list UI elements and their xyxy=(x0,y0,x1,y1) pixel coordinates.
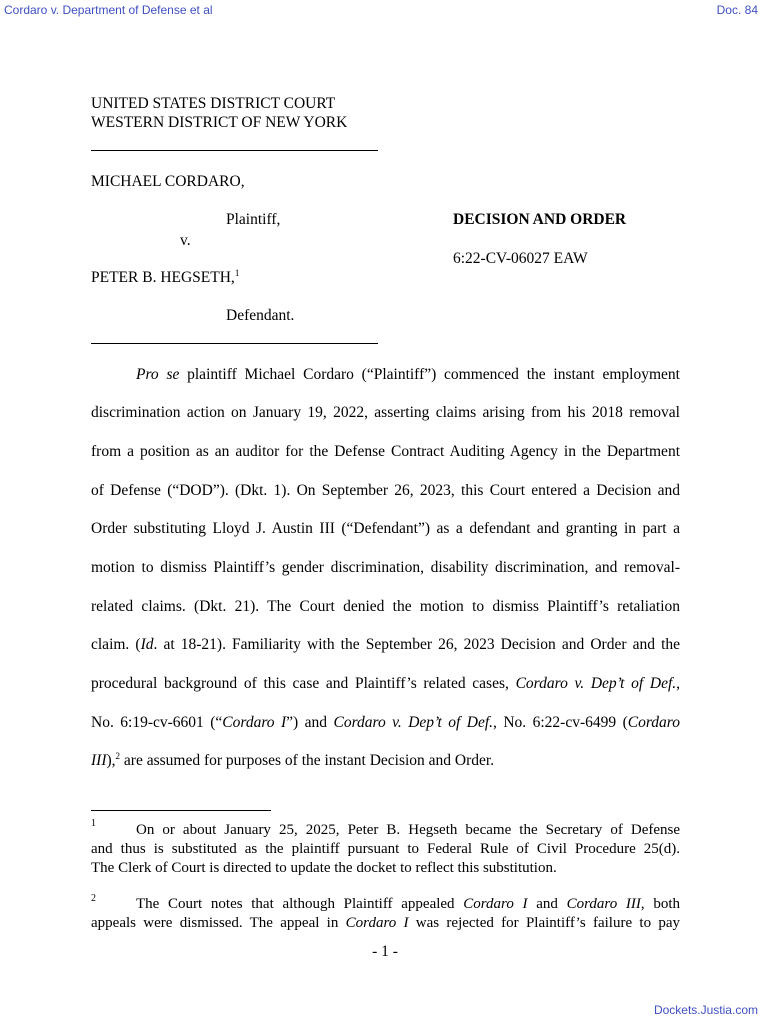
body-line-2: discrimination action on January 19, 2022, asserting claims arising from his 2018 removal xyxy=(91,404,680,421)
body-text: ), xyxy=(106,752,116,769)
footnote-text: appeals were dismissed. The appeal in xyxy=(91,915,346,931)
source-site-link[interactable]: Dockets.Justia.com xyxy=(653,1003,758,1017)
case-citation: Cordaro I xyxy=(463,896,528,912)
body-line-11 xyxy=(91,752,680,770)
body-text: ”) and xyxy=(286,714,334,731)
plaintiff-role: Plaintiff, xyxy=(226,211,281,228)
caption-bottom-rule xyxy=(91,343,378,344)
body-text: claim. ( xyxy=(91,636,141,653)
footnote-2-line-1 xyxy=(136,895,680,913)
body-line-7: related claims. (Dkt. 21). The Court denied the motion to dismiss Plaintiff’s retaliation xyxy=(91,598,680,615)
body-line-9 xyxy=(91,675,680,693)
page-number: - 1 - xyxy=(372,943,398,960)
plaintiff-name: MICHAEL CORDARO, xyxy=(91,173,245,190)
body-line-10 xyxy=(91,714,680,732)
defendant-name xyxy=(91,269,239,287)
body-line-3: from a position as an auditor for the Defense Contract Auditing Agency in the Department xyxy=(91,443,680,460)
court-name: UNITED STATES DISTRICT COURT xyxy=(91,95,336,112)
body-text: No. 6:19-cv-6601 (“ xyxy=(91,714,223,731)
caption-top-rule xyxy=(91,150,378,151)
versus: v. xyxy=(180,232,191,249)
decision-title: DECISION AND ORDER xyxy=(453,211,627,228)
footnote-ref-2[interactable]: 2 xyxy=(115,750,121,761)
body-line-1 xyxy=(136,366,680,384)
body-line-5: Order substituting Lloyd J. Austin III (“Defendant”) as a defendant and granting in part a xyxy=(91,520,680,537)
footnote-text: , both xyxy=(640,896,681,912)
footnote-text: and xyxy=(527,896,567,912)
body-line-6: motion to dismiss Plaintiff’s gender discrimination, disability discrimination, and removal- xyxy=(91,559,680,576)
case-citation: Cordaro v. Dep’t of Def. xyxy=(515,675,677,692)
footnote-1-line-2: and thus is substituted as the plaintiff pursuant to Federal Rule of Civil Procedure 25(d). xyxy=(91,841,680,857)
footnote-2-line-2 xyxy=(91,914,680,932)
body-text: . at 18-21). Familiarity with the September 26, 2023 Decision and Order and the xyxy=(153,636,681,653)
footnote-1-line-3: The Clerk of Court is directed to update the docket to reflect this substitution. xyxy=(91,860,557,876)
body-line-8 xyxy=(91,636,680,654)
footnote-text: was rejected for Plaintiff’s failure to pay xyxy=(408,915,681,931)
defendant-role: Defendant. xyxy=(226,307,295,324)
case-title-link[interactable]: Cordaro v. Department of Defense et al xyxy=(4,3,213,17)
docket-number-link[interactable]: Doc. 84 xyxy=(716,3,758,17)
body-line-4: of Defense (“DOD”). (Dkt. 1). On September 26, 2023, this Court entered a Decision and xyxy=(91,482,680,499)
case-citation: Cordaro III xyxy=(566,896,641,912)
body-text: , No. 6:22-cv-6499 ( xyxy=(493,714,628,731)
body-text: are assumed for purposes of the instant Decision and Order. xyxy=(120,752,495,769)
footnote-1-mark: 1 xyxy=(91,818,96,829)
case-citation: Cordaro I xyxy=(345,915,409,931)
case-citation: III xyxy=(91,752,107,769)
citation-italic: Id xyxy=(140,636,154,653)
case-citation: Cordaro v. Dep’t of Def. xyxy=(333,714,494,731)
body-text: plaintiff Michael Cordaro (“Plaintiff”) commenced the instant employment xyxy=(179,366,680,383)
footnote-1-line-1: On or about January 25, 2025, Peter B. Hegseth became the Secretary of Defense xyxy=(136,822,680,838)
case-citation: Cordaro I xyxy=(222,714,287,731)
latin-term: Pro se xyxy=(136,366,180,383)
body-text: procedural background of this case and Plaintiff’s related cases, xyxy=(91,675,516,692)
footnote-text: The Court notes that although Plaintiff appealed xyxy=(136,896,464,912)
footnote-ref-1[interactable]: 1 xyxy=(234,267,240,278)
footnote-2-mark: 2 xyxy=(91,893,96,904)
body-text: , xyxy=(676,675,681,692)
case-citation: Cordaro xyxy=(627,714,681,731)
case-number: 6:22-CV-06027 EAW xyxy=(453,250,588,267)
footnote-separator xyxy=(91,810,271,811)
defendant-name-text: PETER B. HEGSETH, xyxy=(91,269,235,286)
court-district: WESTERN DISTRICT OF NEW YORK xyxy=(91,114,348,131)
